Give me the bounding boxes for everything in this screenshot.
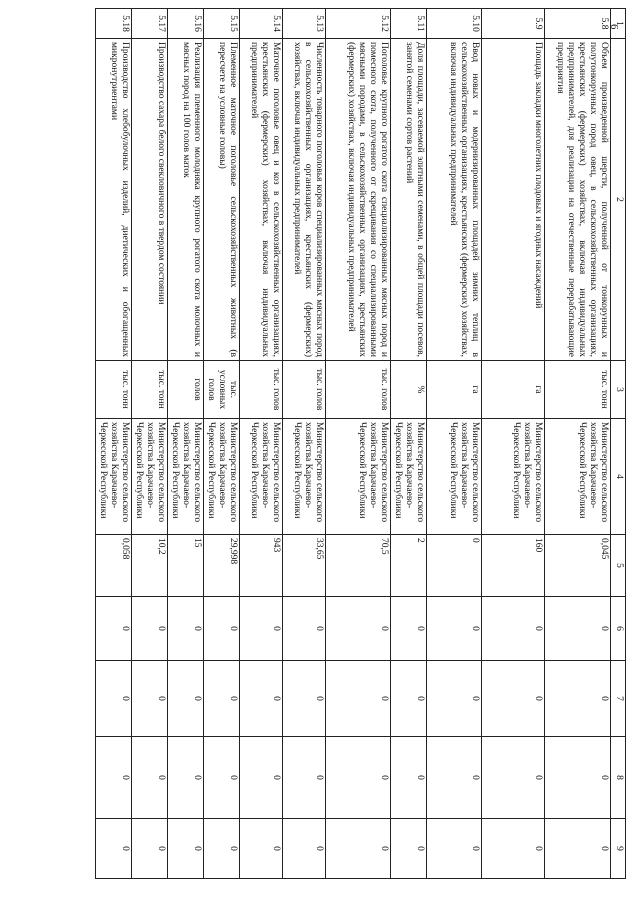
value-col-6: 0 xyxy=(96,597,132,661)
indicator-name: Поголовье крупного рогатого скота специализированных мясных пород и помесного скота, полученного от скрещивания со специализированными мясными породами, в сельскохозяйственных организациях, крестьянских (фермерских) хозяйствах, включая индивидуальных предпринимателей xyxy=(326,39,391,361)
value-col-6: 0 xyxy=(545,597,611,661)
responsible-executor: Министерство сельского хозяйства Карачаево-Черкесской Республики xyxy=(482,419,545,535)
indicator-name: Ввод новых и модернизированных площадей зимних теплиц в сельскохозяйственных организациях, крестьянских (фермерских) хозяйствах, включая индивидуальных предпринимателей xyxy=(427,39,482,361)
responsible-executor: Министерство сельского хозяйства Карачаево-Черкесской Республики xyxy=(283,419,326,535)
value-col-6: 0 xyxy=(326,597,391,661)
unit-of-measure: тыс. тонн xyxy=(96,361,132,419)
row-number: 5.13 xyxy=(283,9,326,39)
row-number: 5.8 xyxy=(545,9,611,39)
unit-of-measure: тыс. голов xyxy=(326,361,391,419)
value-col-8: 0 xyxy=(482,737,545,819)
responsible-executor: Министерство сельского хозяйства Карачаево-Черкесской Республики xyxy=(168,419,204,535)
indicator-name: Маточное поголовье овец и коз в сельскохозяйственных организациях, крестьянских (фермерских) хозяйствах, включая индивидуальных предпринимателей xyxy=(240,39,283,361)
table-row xyxy=(204,9,240,879)
table-row xyxy=(427,9,482,879)
value-col-7: 0 xyxy=(545,661,611,737)
unit-of-measure: тыс. тонн xyxy=(132,361,168,419)
column-header: 4 xyxy=(611,419,626,535)
value-col-6: 0 xyxy=(132,597,168,661)
unit-of-measure: % xyxy=(391,361,427,419)
row-number: 5.17 xyxy=(132,9,168,39)
value-col-8: 0 xyxy=(326,737,391,819)
value-col-5: 0 xyxy=(427,535,482,597)
unit-of-measure: тыс. голов xyxy=(240,361,283,419)
value-col-5: 0,058 xyxy=(96,535,132,597)
value-col-6: 0 xyxy=(240,597,283,661)
value-col-5: 160 xyxy=(482,535,545,597)
unit-of-measure: га xyxy=(482,361,545,419)
value-col-5: 0,045 xyxy=(545,535,611,597)
value-col-7: 0 xyxy=(168,661,204,737)
unit-of-measure: голов xyxy=(168,361,204,419)
table-row xyxy=(283,9,326,879)
value-col-6: 0 xyxy=(283,597,326,661)
indicator-name: Реализация племенного молодняка крупного рогатого скота молочных и мясных пород на 100 голов маток xyxy=(168,39,204,361)
row-number: 5.14 xyxy=(240,9,283,39)
value-col-6: 0 xyxy=(427,597,482,661)
column-header: 5 xyxy=(611,535,626,597)
indicator-name: Племенное маточное поголовье сельскохозяйственных животных (в пересчете на условные головы) xyxy=(204,39,240,361)
value-col-7: 0 xyxy=(96,661,132,737)
table-row xyxy=(326,9,391,879)
value-col-6: 0 xyxy=(204,597,240,661)
table-row xyxy=(96,9,132,879)
table-row xyxy=(482,9,545,879)
value-col-9: 0 xyxy=(96,819,132,879)
document-sheet xyxy=(58,8,626,878)
value-col-9: 0 xyxy=(132,819,168,879)
indicator-name: Площадь закладки многолетних плодовых и ягодных насаждений xyxy=(482,39,545,361)
value-col-7: 0 xyxy=(132,661,168,737)
value-col-9: 0 xyxy=(204,819,240,879)
value-col-8: 0 xyxy=(168,737,204,819)
responsible-executor: Министерство сельского хозяйства Карачаево-Черкесской Республики xyxy=(96,419,132,535)
value-col-8: 0 xyxy=(204,737,240,819)
table-header-row xyxy=(611,9,626,879)
responsible-executor: Министерство сельского хозяйства Карачаево-Черкесской Республики xyxy=(391,419,427,535)
value-col-7: 0 xyxy=(240,661,283,737)
value-col-7: 0 xyxy=(326,661,391,737)
column-header: 1 xyxy=(611,9,626,39)
value-col-6: 0 xyxy=(168,597,204,661)
value-col-5: 2 xyxy=(391,535,427,597)
unit-of-measure: тыс. условных голов xyxy=(204,361,240,419)
indicator-name: Объем произведенной шерсти, полученной от тонкорунных и полутонкорунных пород овец, в сельскохозяйственных организациях, крестьянских (фермерских) хозяйствах, включая индивидуальных предпринимателей, для реализации на отечественные перерабатывающие предприятия xyxy=(545,39,611,361)
indicators-table xyxy=(95,8,626,879)
value-col-9: 0 xyxy=(482,819,545,879)
value-col-8: 0 xyxy=(96,737,132,819)
value-col-9: 0 xyxy=(545,819,611,879)
value-col-8: 0 xyxy=(283,737,326,819)
column-header: 8 xyxy=(611,737,626,819)
value-col-5: 33,65 xyxy=(283,535,326,597)
value-col-7: 0 xyxy=(482,661,545,737)
table-row xyxy=(545,9,611,879)
indicator-name: Доля площади, засеваемой элитными семенами, в общей площади посевов, занятой семенами сортов растений xyxy=(391,39,427,361)
responsible-executor: Министерство сельского хозяйства Карачаево-Черкесской Республики xyxy=(326,419,391,535)
value-col-9: 0 xyxy=(326,819,391,879)
unit-of-measure: тыс. тонн xyxy=(545,361,611,419)
table-row xyxy=(132,9,168,879)
unit-of-measure: тыс. голов xyxy=(283,361,326,419)
value-col-9: 0 xyxy=(283,819,326,879)
value-col-8: 0 xyxy=(427,737,482,819)
value-col-5: 29,998 xyxy=(204,535,240,597)
page-number: 6 xyxy=(608,24,620,30)
value-col-8: 0 xyxy=(391,737,427,819)
value-col-6: 0 xyxy=(391,597,427,661)
row-number: 5.10 xyxy=(427,9,482,39)
value-col-5: 10,2 xyxy=(132,535,168,597)
row-number: 5.11 xyxy=(391,9,427,39)
row-number: 5.18 xyxy=(96,9,132,39)
column-header: 6 xyxy=(611,597,626,661)
responsible-executor: Министерство сельского хозяйства Карачаево-Черкесской Республики xyxy=(545,419,611,535)
row-number: 5.12 xyxy=(326,9,391,39)
value-col-5: 943 xyxy=(240,535,283,597)
value-col-8: 0 xyxy=(545,737,611,819)
indicator-name: Численность товарного поголовья коров специализированных мясных пород в сельскохозяйственных организациях, крестьянских (фермерских) хозяйствах, включая индивидуальных предпринимателей xyxy=(283,39,326,361)
value-col-9: 0 xyxy=(427,819,482,879)
indicator-name: Производство хлебобулочных изделий, диетических и обогащенных микронутриентами xyxy=(96,39,132,361)
unit-of-measure: га xyxy=(427,361,482,419)
row-number: 5.16 xyxy=(168,9,204,39)
table-row xyxy=(391,9,427,879)
value-col-8: 0 xyxy=(240,737,283,819)
value-col-7: 0 xyxy=(204,661,240,737)
row-number: 5.15 xyxy=(204,9,240,39)
row-number: 5.9 xyxy=(482,9,545,39)
responsible-executor: Министерство сельского хозяйства Карачаево-Черкесской Республики xyxy=(427,419,482,535)
value-col-5: 70,5 xyxy=(326,535,391,597)
value-col-9: 0 xyxy=(391,819,427,879)
value-col-9: 0 xyxy=(168,819,204,879)
value-col-8: 0 xyxy=(132,737,168,819)
value-col-7: 0 xyxy=(427,661,482,737)
value-col-5: 15 xyxy=(168,535,204,597)
responsible-executor: Министерство сельского хозяйства Карачаево-Черкесской Республики xyxy=(204,419,240,535)
value-col-9: 0 xyxy=(240,819,283,879)
table-row xyxy=(240,9,283,879)
responsible-executor: Министерство сельского хозяйства Карачаево-Черкесской Республики xyxy=(240,419,283,535)
responsible-executor: Министерство сельского хозяйства Карачаево-Черкесской Республики xyxy=(132,419,168,535)
indicator-name: Производство сахара белого свекловичного в твердом состоянии xyxy=(132,39,168,361)
column-header: 9 xyxy=(611,819,626,879)
value-col-6: 0 xyxy=(482,597,545,661)
column-header: 7 xyxy=(611,661,626,737)
column-header: 3 xyxy=(611,361,626,419)
table-row xyxy=(168,9,204,879)
value-col-7: 0 xyxy=(283,661,326,737)
column-header: 2 xyxy=(611,39,626,361)
value-col-7: 0 xyxy=(391,661,427,737)
